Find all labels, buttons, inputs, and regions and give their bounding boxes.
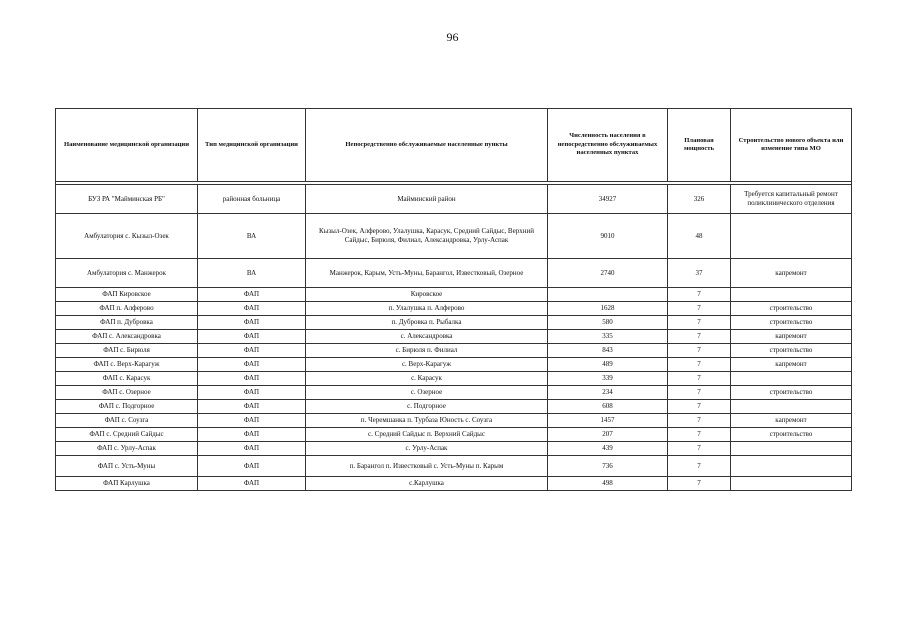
table-row	[56, 477, 852, 491]
cell-type: ФАП	[198, 302, 306, 316]
table-row	[56, 259, 852, 288]
cell-population: 1628	[548, 302, 668, 316]
cell-settlements: с. Урлу-Аспак	[306, 442, 548, 456]
cell-type: ФАП	[198, 456, 306, 477]
cell-construction: строительство	[731, 386, 852, 400]
cell-name: ФАП с. Озерное	[56, 386, 198, 400]
cell-construction	[731, 442, 852, 456]
cell-construction: строительство	[731, 344, 852, 358]
cell-construction: строительство	[731, 302, 852, 316]
cell-name: ФАП с. Верх-Карагуж	[56, 358, 198, 372]
cell-capacity: 7	[668, 477, 731, 491]
cell-settlements: с. Бирюля п. Филиал	[306, 344, 548, 358]
cell-name: ФАП с. Урлу-Аспак	[56, 442, 198, 456]
table-row	[56, 302, 852, 316]
cell-name: ФАП Кировское	[56, 288, 198, 302]
cell-settlements: п. Барангол п. Известковый с. Усть-Муны п. Карым	[306, 456, 548, 477]
cell-settlements: п. Черемшанка п. Турбаза Юность с. Соузга	[306, 414, 548, 428]
cell-capacity: 7	[668, 442, 731, 456]
cell-population: 608	[548, 400, 668, 414]
cell-population: 843	[548, 344, 668, 358]
cell-name: Амбулатория с. Манжерок	[56, 259, 198, 288]
cell-settlements: п. Дубровка п. Рыбалка	[306, 316, 548, 330]
cell-capacity: 7	[668, 302, 731, 316]
cell-capacity: 7	[668, 344, 731, 358]
cell-capacity: 37	[668, 259, 731, 288]
cell-construction: капремонт	[731, 414, 852, 428]
facilities-table	[55, 108, 852, 491]
cell-type: районная больница	[198, 185, 306, 214]
cell-population: 580	[548, 316, 668, 330]
cell-settlements: п. Улалушка п. Алферово	[306, 302, 548, 316]
cell-settlements: с. Средний Сайдыс п. Верхний Сайдыс	[306, 428, 548, 442]
cell-capacity: 7	[668, 372, 731, 386]
cell-population: 439	[548, 442, 668, 456]
cell-construction: Требуется капитальный ремонт поликлинического отделения	[731, 185, 852, 214]
cell-type: ВА	[198, 214, 306, 259]
cell-capacity: 7	[668, 414, 731, 428]
cell-capacity: 7	[668, 358, 731, 372]
cell-name: ФАП с. Подгорное	[56, 400, 198, 414]
cell-construction	[731, 456, 852, 477]
table-row	[56, 316, 852, 330]
cell-population: 335	[548, 330, 668, 344]
cell-population: 339	[548, 372, 668, 386]
cell-population: 34927	[548, 185, 668, 214]
cell-settlements: с. Верх-Карагуж	[306, 358, 548, 372]
cell-name: ФАП с. Бирюля	[56, 344, 198, 358]
cell-capacity: 7	[668, 288, 731, 302]
cell-type: ФАП	[198, 316, 306, 330]
cell-name: ФАП с. Александровка	[56, 330, 198, 344]
table-row	[56, 414, 852, 428]
table-row	[56, 428, 852, 442]
cell-population: 498	[548, 477, 668, 491]
cell-type: ФАП	[198, 288, 306, 302]
cell-population: 736	[548, 456, 668, 477]
header-capacity: Плановая мощность	[668, 109, 731, 182]
cell-type: ФАП	[198, 330, 306, 344]
page-number: 96	[446, 30, 459, 44]
cell-type: ФАП	[198, 400, 306, 414]
cell-name: ФАП с. Усть-Муны	[56, 456, 198, 477]
cell-settlements: с. Подгорное	[306, 400, 548, 414]
cell-settlements: с.Карлушка	[306, 477, 548, 491]
cell-name: ФАП с. Соузга	[56, 414, 198, 428]
cell-settlements: с. Озерное	[306, 386, 548, 400]
header-settlements: Непосредственно обслуживаемые населенные пункты	[306, 109, 548, 182]
cell-capacity: 7	[668, 428, 731, 442]
cell-name: ФАП Карлушка	[56, 477, 198, 491]
cell-type: ВА	[198, 259, 306, 288]
cell-population: 489	[548, 358, 668, 372]
table-row	[56, 358, 852, 372]
cell-construction	[731, 214, 852, 259]
cell-name: ФАП с. Средний Сайдыс	[56, 428, 198, 442]
cell-type: ФАП	[198, 344, 306, 358]
cell-name: ФАП п. Алферово	[56, 302, 198, 316]
cell-name: Амбулатория с. Кызыл-Озек	[56, 214, 198, 259]
table-row	[56, 442, 852, 456]
cell-construction	[731, 288, 852, 302]
cell-type: ФАП	[198, 428, 306, 442]
cell-settlements: Манжерок, Карым, Усть-Муны, Барангол, Известковый, Озерное	[306, 259, 548, 288]
cell-population	[548, 288, 668, 302]
cell-name: БУЗ РА "Майминская РБ"	[56, 185, 198, 214]
cell-construction: капремонт	[731, 259, 852, 288]
cell-population: 2740	[548, 259, 668, 288]
cell-construction: строительство	[731, 316, 852, 330]
cell-capacity: 7	[668, 456, 731, 477]
cell-construction: капремонт	[731, 358, 852, 372]
cell-capacity: 7	[668, 386, 731, 400]
cell-type: ФАП	[198, 442, 306, 456]
cell-construction	[731, 372, 852, 386]
cell-type: ФАП	[198, 477, 306, 491]
cell-population: 207	[548, 428, 668, 442]
table-row	[56, 386, 852, 400]
table-row	[56, 456, 852, 477]
cell-name: ФАП с. Карасук	[56, 372, 198, 386]
cell-type: ФАП	[198, 358, 306, 372]
table-row	[56, 372, 852, 386]
table-row	[56, 344, 852, 358]
table-row	[56, 214, 852, 259]
cell-construction: капремонт	[731, 330, 852, 344]
cell-settlements: Кировское	[306, 288, 548, 302]
cell-capacity: 48	[668, 214, 731, 259]
cell-name: ФАП п. Дубровка	[56, 316, 198, 330]
cell-type: ФАП	[198, 414, 306, 428]
table-row	[56, 400, 852, 414]
table-row	[56, 288, 852, 302]
table-header-row	[56, 109, 852, 182]
cell-settlements: Кызыл-Озек, Алферово, Улалушка, Карасук, Средний Сайдыс, Верхний Сайдыс, Бирюля, Филиал, Александровка, Урлу-Аспак	[306, 214, 548, 259]
cell-capacity: 7	[668, 330, 731, 344]
cell-population: 234	[548, 386, 668, 400]
header-population: Численность населения в непосредственно обслуживаемых населенных пунктах	[548, 109, 668, 182]
cell-construction: строительство	[731, 428, 852, 442]
cell-type: ФАП	[198, 372, 306, 386]
cell-settlements: с. Карасук	[306, 372, 548, 386]
cell-type: ФАП	[198, 386, 306, 400]
cell-population: 9010	[548, 214, 668, 259]
cell-population: 1457	[548, 414, 668, 428]
cell-construction	[731, 477, 852, 491]
cell-settlements: Майминский район	[306, 185, 548, 214]
cell-capacity: 7	[668, 400, 731, 414]
table-row	[56, 330, 852, 344]
header-construction: Строительство нового объекта или изменение типа МО	[731, 109, 852, 182]
table-row	[56, 185, 852, 214]
cell-capacity: 326	[668, 185, 731, 214]
header-organization-type: Тип медицинской организации	[198, 109, 306, 182]
cell-capacity: 7	[668, 316, 731, 330]
cell-construction	[731, 400, 852, 414]
header-organization-name: Наименование медицинской организации	[56, 109, 198, 182]
cell-settlements: с. Александровка	[306, 330, 548, 344]
